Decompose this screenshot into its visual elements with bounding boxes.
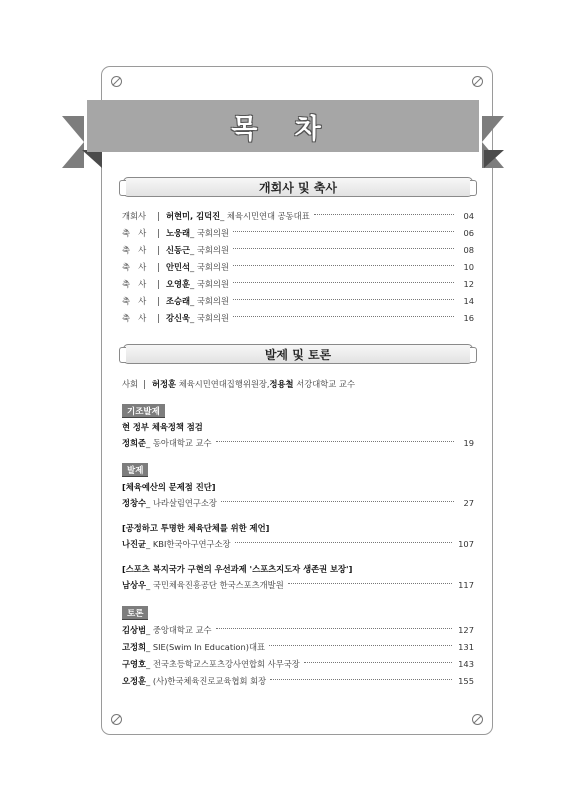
dot-leader: [233, 316, 454, 317]
moderator-name-2: 정용철: [269, 379, 294, 389]
entry-affiliation: _ 국민체육진흥공단 한국스포츠개발원: [146, 580, 284, 590]
entry-affiliation: _ 국회의원: [190, 313, 229, 323]
entry-affiliation: _ 국회의원: [190, 245, 229, 255]
entry-name: 고정희: [122, 642, 147, 652]
entry-name: 오영훈: [166, 279, 191, 289]
presentation-topic: [스포츠 복지국가 구현의 우선과제 '스포츠지도자 생존권 보장']: [122, 564, 353, 574]
entry-affiliation: _ 국회의원: [190, 279, 229, 289]
dot-leader: [233, 265, 454, 266]
dot-leader: [233, 282, 454, 283]
dot-leader: [270, 679, 452, 680]
entry-affiliation: _ 국회의원: [190, 296, 229, 306]
entry-affiliation: _ 전국초등학교스포츠강사연합회 사무국장: [146, 659, 300, 669]
dot-leader: [314, 214, 454, 215]
entry-name: 김상범: [122, 625, 147, 635]
screw-icon: [111, 714, 122, 725]
toc-entry[interactable]: [122, 311, 474, 325]
presentation-topic: [공정하고 투명한 체육단체를 위한 제언]: [122, 523, 270, 533]
separator: [158, 246, 159, 255]
entry-affiliation: _ 국회의원: [190, 262, 229, 272]
ribbon-fold-left: [82, 150, 102, 168]
entry-affiliation: _ 동아대학교 교수: [146, 438, 212, 448]
entry-name: 조승래: [166, 296, 191, 306]
entry-affiliation: _ (사)한국체육진로교육협회 회장: [146, 676, 267, 686]
dot-leader: [304, 662, 452, 663]
entry-role: 축 사: [122, 245, 147, 255]
entry-page: 155: [458, 676, 474, 686]
separator: [158, 297, 159, 306]
entry-role: 축 사: [122, 228, 147, 238]
separator: [158, 229, 159, 238]
entry-role: 축 사: [122, 262, 147, 272]
keynote-topic: 현 정부 체육정책 점검: [122, 422, 203, 432]
entry-name: 정창수: [122, 498, 147, 508]
dot-leader: [288, 583, 452, 584]
toc-entry[interactable]: [122, 537, 474, 551]
moderator-affil-1: 체육시민연대집행위원장,: [178, 379, 270, 389]
dot-leader: [233, 299, 454, 300]
toc-entry[interactable]: [122, 640, 474, 654]
entry-role: 축 사: [122, 313, 147, 323]
toc-entry[interactable]: [122, 674, 474, 688]
toc-entry[interactable]: [122, 277, 474, 291]
entry-role: 축 사: [122, 296, 147, 306]
entry-name: 안민석: [166, 262, 191, 272]
dot-leader: [216, 628, 453, 629]
toc-entry[interactable]: [122, 578, 474, 592]
screw-icon: [472, 714, 483, 725]
entry-page: 16: [463, 313, 474, 323]
entry-name: 강신욱: [166, 313, 191, 323]
entry-page: 10: [463, 262, 474, 272]
entry-role: 축 사: [122, 279, 147, 289]
debate-tag: 토론: [122, 606, 148, 620]
entry-affiliation: _ 나라살림연구소장: [146, 498, 217, 508]
toc-entry[interactable]: [122, 260, 474, 274]
entry-page: 14: [463, 296, 474, 306]
dot-leader: [235, 542, 453, 543]
section-heading-opening: 개회사 및 축사: [123, 177, 473, 197]
dot-leader: [233, 231, 454, 232]
entry-page: 12: [463, 279, 474, 289]
toc-entry[interactable]: [122, 657, 474, 671]
toc-entry[interactable]: [122, 226, 474, 240]
toc-entry[interactable]: [122, 209, 474, 223]
entry-page: 04: [463, 211, 474, 221]
entry-page: 27: [463, 498, 474, 508]
keynote-tag: 기조발제: [122, 404, 165, 418]
entry-affiliation: _ 국회의원: [190, 228, 229, 238]
entry-name: 나진균: [122, 539, 147, 549]
separator: [158, 263, 159, 272]
dot-leader: [221, 501, 454, 502]
entry-page: 06: [463, 228, 474, 238]
page-title: 목 차: [231, 113, 335, 145]
entry-page: 107: [458, 539, 474, 549]
moderator-line: [122, 377, 355, 391]
separator: [144, 380, 145, 389]
entry-affiliation: _ SIE(Swim In Education)대표: [146, 642, 266, 652]
entry-page: 131: [458, 642, 474, 652]
separator: [158, 314, 159, 323]
toc-entry[interactable]: [122, 623, 474, 637]
moderator-name-1: 허정훈: [152, 379, 177, 389]
moderator-affil-2: 서강대학교 교수: [296, 379, 355, 389]
entry-name: 허현미, 김덕진: [166, 211, 221, 221]
screw-icon: [472, 76, 483, 87]
ribbon-fold-right: [484, 150, 504, 168]
entry-affiliation: _ 중앙대학교 교수: [146, 625, 212, 635]
entry-page: 08: [463, 245, 474, 255]
entry-page: 19: [463, 438, 474, 448]
toc-entry[interactable]: [122, 243, 474, 257]
entry-page: 117: [458, 580, 474, 590]
separator: [158, 212, 159, 221]
entry-role: 개회사: [122, 211, 147, 221]
dot-leader: [269, 645, 452, 646]
entry-page: 127: [458, 625, 474, 635]
entry-page: 143: [458, 659, 474, 669]
section-heading-discussion: 발제 및 토론: [123, 344, 473, 364]
presentation-topic: [체육예산의 문제점 진단]: [122, 482, 216, 492]
toc-entry[interactable]: [122, 294, 474, 308]
dot-leader: [233, 248, 454, 249]
entry-affiliation: _ 체육시민연대 공동대표: [220, 211, 310, 221]
entry-name: 남상우: [122, 580, 147, 590]
entry-affiliation: _ KBI한국아구연구소장: [146, 539, 231, 549]
toc-entry[interactable]: [122, 496, 474, 510]
entry-name: 신동근: [166, 245, 191, 255]
entry-name: 노웅래: [166, 228, 191, 238]
entry-name: 오정훈: [122, 676, 147, 686]
screw-icon: [111, 76, 122, 87]
entry-name: 정희준: [122, 438, 147, 448]
title-ribbon: [87, 100, 479, 152]
presentation-tag: 발제: [122, 463, 148, 477]
dot-leader: [216, 441, 454, 442]
entry-name: 구영호: [122, 659, 147, 669]
moderator-role: 사회: [122, 379, 139, 389]
ribbon-tail-left: [62, 116, 84, 168]
toc-entry[interactable]: [122, 436, 474, 450]
separator: [158, 280, 159, 289]
